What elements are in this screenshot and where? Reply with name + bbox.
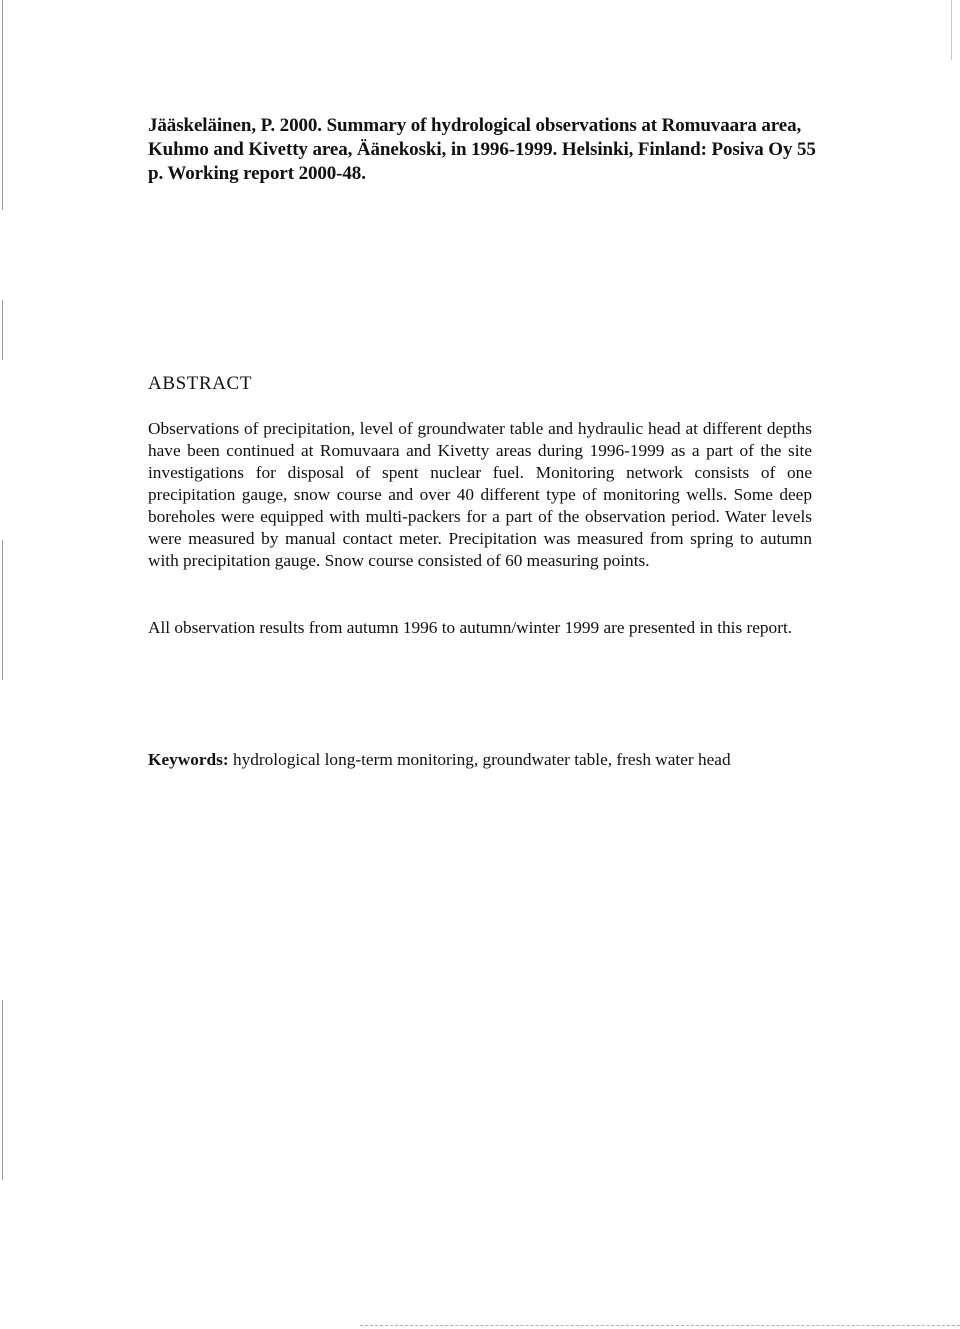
keywords [148,749,828,771]
scan-bottom-line [360,1325,960,1327]
abstract-heading: ABSTRACT [148,373,253,394]
scan-edge-line [951,0,952,60]
scan-edge-line [2,0,3,210]
keywords-text: hydrological long-term monitoring, groundwater table, fresh water head [228,750,731,769]
abstract-paragraph-1: Observations of precipitation, level of groundwater table and hydraulic head at different depths have been continued at Romuvaara and Kivetty areas during 1996-1999 as a part of the site investigations for disposal of spent nuclear fuel. Monitoring network consists of one precipitation gauge, snow course and over 40 different type of monitoring wells. Some deep boreholes were equipped with multi-packers for a part of the observation period. Water levels were measured by manual contact meter. Precipitation was measured from spring to autumn with precipitation gauge. Snow course consisted of 60 measuring points. [148,419,812,570]
scan-edge-line [2,1000,3,1180]
keywords-label: Keywords: [148,750,229,769]
scan-edge-line [2,540,3,680]
abstract-paragraph-2: All observation results from autumn 1996 to autumn/winter 1999 are presented in this report. [148,618,793,637]
scan-edge-line [2,300,3,360]
citation: Jääskeläinen, P. 2000. Summary of hydrological observations at Romuvaara area, Kuhmo and Kivetty area, Äänekoski, in 1996-1999. Helsinki, Finland: Posiva Oy 55 p. Working report 2000-48. [148,115,816,184]
